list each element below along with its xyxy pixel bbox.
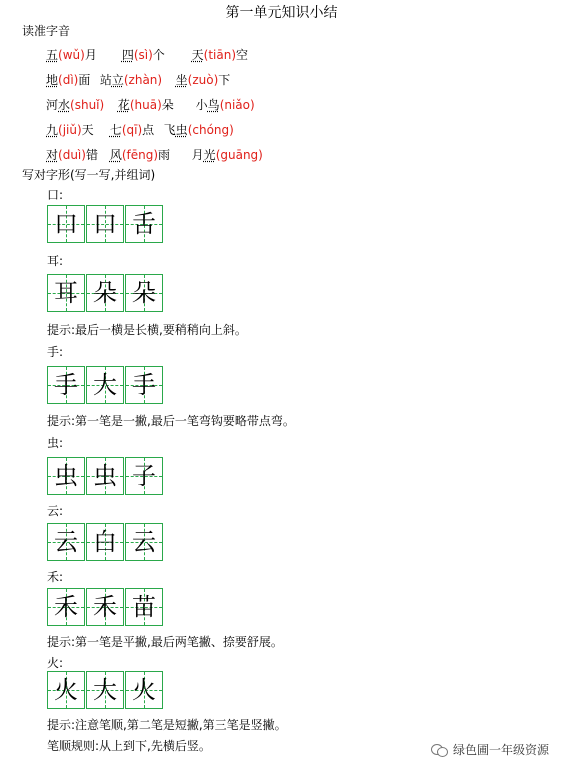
pinyin-word: 站立(zhàn): [99, 73, 163, 87]
pinyin-word: 地(dì)面: [46, 73, 91, 87]
tianzige-grid: [47, 671, 164, 709]
stroke-tip: 提示:注意笔顺,第二笔是短撇,第三笔是竖撇。: [47, 718, 287, 732]
tianzige-cell: 口: [86, 205, 124, 243]
tianzige-cell: 舌: [125, 205, 163, 243]
stroke-tip: 提示:第一笔是平撇,最后两笔撇、捺要舒展。: [47, 635, 283, 649]
char-group-label: 虫:: [47, 436, 64, 450]
tianzige-cell: 禾: [86, 588, 124, 626]
tianzige-cell: 朵: [125, 274, 163, 312]
pinyin-word: 四(sì)个: [121, 48, 165, 62]
tianzige-cell: 火: [47, 671, 85, 709]
pinyin-word: 花(huā)朵: [117, 98, 174, 112]
pinyin-word: 风(fēng)雨: [109, 148, 171, 162]
section-reading-heading: 读准字音: [22, 24, 71, 38]
pinyin-word: 五(wǔ)月: [46, 48, 97, 62]
tianzige-cell: 手: [125, 366, 163, 404]
tianzige-cell: 耳: [47, 274, 85, 312]
page-title: 第一单元知识小结: [225, 5, 338, 21]
pinyin-word: 坐(zuò)下: [175, 73, 231, 87]
tianzige-cell: 苗: [125, 588, 163, 626]
tianzige-grid: [47, 457, 164, 495]
pinyin-word: 河水(shuǐ): [46, 98, 105, 112]
tianzige-cell: 白: [86, 523, 124, 561]
char-group-label: 火:: [47, 656, 64, 670]
char-group-label: 云:: [47, 504, 64, 518]
tianzige-grid: [47, 205, 164, 243]
tianzige-cell: 虫: [47, 457, 85, 495]
stroke-tip: 提示:最后一横是长横,要稍稍向上斜。: [47, 323, 247, 337]
pinyin-word: 飞虫(chóng): [163, 123, 234, 137]
char-group-label: 禾:: [47, 570, 64, 584]
tianzige-grid: [47, 523, 164, 561]
pinyin-word: 七(qī)点: [109, 123, 155, 137]
pinyin-word: 小鸟(niǎo): [195, 98, 255, 112]
wechat-icon: [431, 743, 447, 757]
pinyin-row-2: [46, 71, 240, 88]
pinyin-word: 九(jiǔ)天: [46, 123, 94, 137]
tianzige-cell: 云: [125, 523, 163, 561]
tianzige-grid: [47, 274, 164, 312]
stroke-tip: 提示:第一笔是一撇,最后一笔弯钩要略带点弯。: [47, 414, 295, 428]
tianzige-cell: 虫: [86, 457, 124, 495]
watermark-text: 绿色圃一年级资源: [452, 743, 549, 757]
pinyin-row-5: [46, 146, 273, 163]
tianzige-cell: 禾: [47, 588, 85, 626]
tianzige-cell: 大: [86, 366, 124, 404]
pinyin-word: 月光(guāng): [191, 148, 263, 162]
tianzige-cell: 子: [125, 457, 163, 495]
tianzige-cell: 朵: [86, 274, 124, 312]
char-group-label: 口:: [47, 188, 64, 202]
tianzige-cell: 口: [47, 205, 85, 243]
tianzige-grid: [47, 366, 164, 404]
tianzige-cell: 云: [47, 523, 85, 561]
pinyin-word: 对(duì)错: [46, 148, 98, 162]
stroke-order-rule: 笔顺规则:从上到下,先横后竖。: [47, 739, 211, 753]
tianzige-cell: 手: [47, 366, 85, 404]
tianzige-cell: 大: [86, 671, 124, 709]
pinyin-row-1: [46, 46, 258, 63]
section-writing-heading: 写对字形(写一写,并组词): [22, 168, 156, 182]
pinyin-row-3: [46, 96, 265, 113]
char-group-label: 耳:: [47, 254, 64, 268]
tianzige-cell: 火: [125, 671, 163, 709]
pinyin-word: 天(tiān)空: [191, 48, 249, 62]
watermark: [431, 741, 549, 758]
tianzige-grid: [47, 588, 164, 626]
pinyin-row-4: [46, 121, 244, 138]
char-group-label: 手:: [47, 345, 64, 359]
